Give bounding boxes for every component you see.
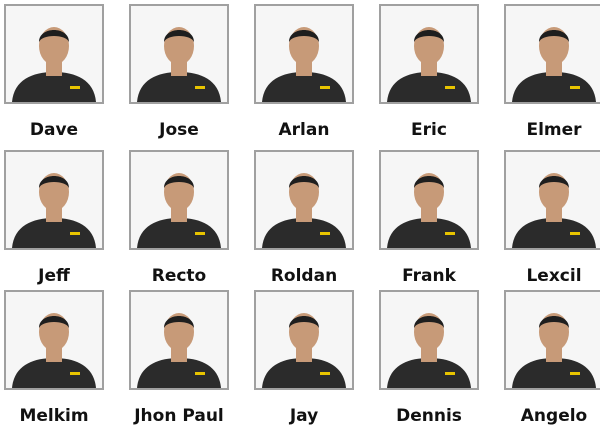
member-name: Frank bbox=[402, 266, 456, 286]
member-name: Lexcil bbox=[526, 266, 582, 286]
member-name: Recto bbox=[151, 266, 207, 286]
member-name: Dave bbox=[29, 120, 79, 140]
member-name: Jeff bbox=[38, 266, 70, 286]
person-portrait-icon bbox=[379, 290, 479, 390]
person-portrait-icon bbox=[379, 4, 479, 104]
person-portrait-icon bbox=[129, 150, 229, 250]
person-portrait-icon bbox=[129, 4, 229, 104]
person-portrait-icon bbox=[4, 4, 104, 104]
member-name: Dennis bbox=[396, 406, 462, 426]
person-portrait-icon bbox=[379, 150, 479, 250]
member-name: Jhon Paul bbox=[134, 406, 224, 426]
member-name: Eric bbox=[411, 120, 447, 140]
member-name: Jay bbox=[289, 406, 319, 426]
member-name: Jose bbox=[159, 120, 199, 140]
person-portrait-icon bbox=[4, 290, 104, 390]
member-name: Roldan bbox=[270, 266, 338, 286]
person-portrait-icon bbox=[254, 290, 354, 390]
person-portrait-icon bbox=[129, 290, 229, 390]
member-name: Angelo bbox=[520, 406, 588, 426]
member-name: Melkim bbox=[19, 406, 89, 426]
person-portrait-icon bbox=[254, 4, 354, 104]
member-name: Elmer bbox=[526, 120, 582, 140]
person-portrait-icon bbox=[254, 150, 354, 250]
person-portrait-icon bbox=[504, 290, 600, 390]
member-name: Arlan bbox=[278, 120, 330, 140]
person-portrait-icon bbox=[4, 150, 104, 250]
person-portrait-icon bbox=[504, 4, 600, 104]
person-portrait-icon bbox=[504, 150, 600, 250]
